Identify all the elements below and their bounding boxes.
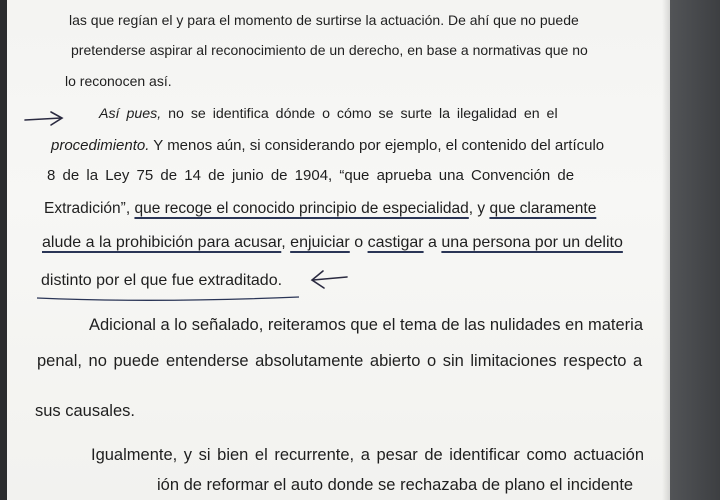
hand-drawn-arrow-icon — [25, 112, 62, 125]
hand-drawn-back-arrow-icon — [312, 271, 347, 288]
emphasis-text: procedimiento. — [51, 137, 150, 154]
handwritten-marks — [7, 0, 670, 500]
underlined-text: enjuiciar — [290, 234, 350, 251]
text-line-10: Adicional a lo señalado, reiteramos que el tema de las nulidades en materia — [89, 316, 643, 334]
underlined-text: que claramente — [489, 200, 597, 217]
text-line-1: las que regían el y para el momento de surtirse la actuación. De ahí que no puede — [69, 12, 579, 28]
text-line-14: ión de reformar el auto donde se rechazaba de plano el incidente — [157, 476, 634, 494]
line-text: , y — [468, 200, 490, 217]
text-line-11: penal, no puede entenderse absolutamente abierto o sin limitaciones respecto a — [37, 352, 643, 370]
left-gutter — [0, 0, 7, 500]
right-gutter — [670, 0, 720, 500]
line-text: , — [281, 234, 291, 251]
underlined-text: una persona por un delito — [441, 234, 623, 251]
line-text: a — [423, 234, 442, 251]
underlined-text: alude a la prohibición para acusar — [42, 234, 282, 251]
text-line-2: pretenderse aspirar al reconocimiento de un derecho, en base a normativas que no — [71, 42, 588, 58]
emphasis-text: Así pues, — [99, 106, 162, 122]
underlined-text: castigar — [367, 234, 424, 251]
text-line-6: 8 de la Ley 75 de 14 de junio de 1904, “que aprueba una Convención de — [47, 167, 575, 184]
hand-drawn-underline — [37, 297, 299, 300]
line-text: o — [349, 234, 368, 251]
text-line-3: lo reconocen así. — [65, 73, 172, 89]
line-text: Extradición”, — [44, 200, 135, 217]
text-line-9: distinto por el que fue extraditado. — [41, 272, 283, 289]
text-line-13: Igualmente, y si bien el recurrente, a pesar de identificar como actuación — [91, 446, 645, 464]
underlined-text: que recoge el conocido principio de especialidad — [134, 200, 469, 217]
line-text: Y menos aún, si considerando por ejemplo, el contenido del artículo — [149, 137, 605, 154]
text-line-12: sus causales. — [35, 402, 135, 420]
line-text: no se identifica dónde o cómo se surte la ilegalidad en el — [161, 106, 558, 122]
document-page — [7, 0, 670, 500]
